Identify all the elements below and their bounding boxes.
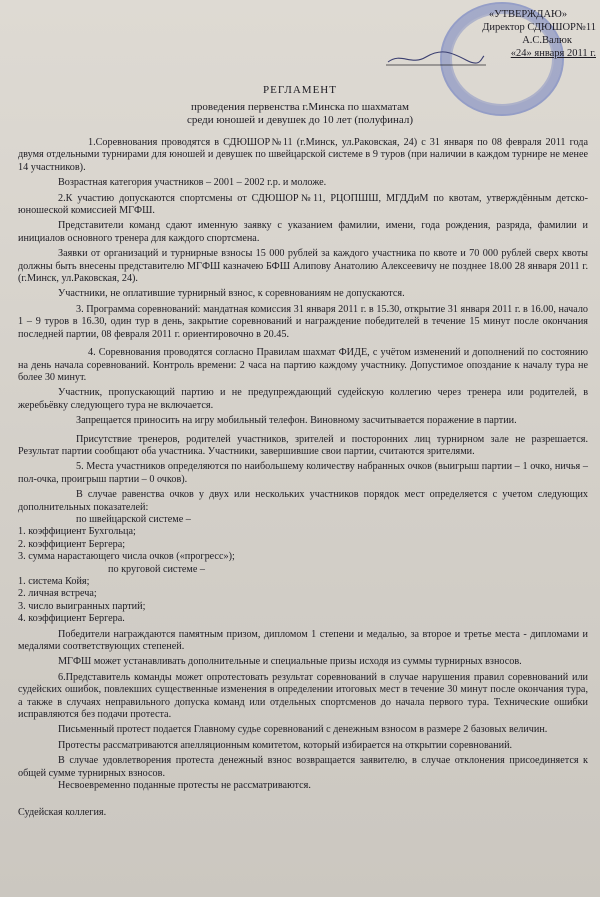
list-heading: по круговой системе –: [108, 563, 206, 575]
paragraph: МГФШ может устанавливать дополнительные и специальные призы исходя из суммы турнирных взносов.: [58, 656, 522, 668]
paragraph: Участники, не оплатившие турнирный взнос, к соревнованиям не допускаются.: [58, 288, 405, 300]
paragraph: Запрещается приносить на игру мобильный телефон. Виновному засчитывается поражение в партии.: [76, 415, 517, 427]
document-subtitle-1: проведения первенства г.Минска по шахматам: [191, 101, 409, 113]
paragraph: Заявки от организаций и турнирные взносы 15 000 рублей за каждого участника по квоте и 70 000 рублей сверх квоты должны быть внесены представителю МГФШ казначею БФШ Алипову Анатолию Алексеевичу не позднее 18.00 28 января 2011 г. (г.Минск, ул.Раковская, 24).: [18, 248, 588, 285]
paragraph: Несвоевременно поданные протесты не рассматриваются.: [58, 780, 311, 792]
signature-line: Судейская коллегия.: [18, 806, 107, 818]
paragraph: 5. Места участников определяются по наибольшему количеству набранных очков (выигрыш партии – 1 очко, ничья – пол-очка, проигрыш партии – 0 очков).: [18, 461, 588, 485]
approval-heading: «УТВЕРЖДАЮ»: [488, 9, 568, 20]
paragraph: Победители награждаются памятным призом, дипломом 1 степени и медалью, за второе и третье места - дипломами и медалями соответствующих степеней.: [18, 628, 588, 653]
paragraph: 6.Представитель команды может опротестовать результат соревнований в случае нарушения правил соревнований или судейских ошибок, повлекших существенные изменения в определении итоговых мест в течение 30 минут после окончания тура, а также в случаях неправильного допуска команд или отдельных спортсменов до начала первого тура. Технические ошибки исправляются без подачи протеста.: [18, 671, 588, 721]
list-heading: по швейцарской системе –: [76, 513, 191, 525]
paragraph: Присутствие тренеров, родителей участников, зрителей и посторонних лиц турнирном зале не разрешается. Результат партии сообщают оба участника. Участники, завершившие свои партии, считаются зрителями.: [18, 433, 588, 457]
list-item: 3. число выигранных партий;: [18, 600, 146, 612]
paragraph: 3. Программа соревнований: мандатная комиссия 31 января 2011 г. в 15.30, открытие 31 января 2011 г. в 16.00, начало 1 – 9 туров в 16.30, один тур в день, закрытие соревнований и награждение победителей в течение 15 минут после окончания последней партии, 08 февраля 2011 г. ориентировочно в 20.45.: [18, 303, 588, 340]
paragraph: 1.Соревнования проводятся в СДЮШОР№11 (г.Минск, ул.Раковская, 24) с 31 января по 08 февраля 2011 года двумя отдельными турнирами для юношей и девушек по швейцарской системе в 9 туров (при наличии в каждом турнире не менее 14 участников).: [18, 137, 588, 173]
document-subtitle-2: среди юношей и девушек до 10 лет (полуфинал): [186, 114, 413, 126]
list-item: 3. сумма нарастающего числа очков («прогресс»);: [18, 551, 235, 563]
document-body: [18, 137, 588, 819]
paragraph: Участник, пропускающий партию и не предупреждающий судейскую коллегию через тренера или родителей, в жеребьёвку следующего тура не включается.: [18, 387, 588, 411]
list-item: 1. система Койя;: [18, 576, 90, 587]
approval-block: [420, 8, 596, 60]
paragraph: В случае удовлетворения протеста денежный взнос возвращается заявителю, в случае отклонения присоединяется к общей сумме турнирных взносов.: [18, 755, 588, 779]
document-title: РЕГЛАМЕНТ: [263, 84, 337, 96]
list-item: 1. коэффициент Бухгольца;: [18, 526, 136, 538]
paragraph: Письменный протест подается Главному судье соревнований с денежным взносом в размере 2 базовых величин.: [58, 724, 548, 736]
list-item: 2. коэффициент Бергера;: [18, 538, 126, 550]
paragraph: 2.К участию допускаются спортсмены от СДЮШОР№11, РЦОПШШ, МГДДиМ по квотам, утверждённым детско-юношеской комиссией МГФШ.: [18, 192, 588, 217]
approval-date: «24» января 2011 г.: [510, 48, 596, 59]
paragraph: Возрастная категория участников – 2001 – 2002 г.р. и моложе.: [58, 177, 327, 189]
paragraph: Представители команд сдают именную заявку с указанием фамилии, имени, года рождения, разряда, фамилии и инициалов основного тренера для каждого спортсмена.: [18, 220, 588, 244]
paragraph: Протесты рассматриваются апелляционным комитетом, который избирается на открытии соревнований.: [58, 739, 513, 751]
paragraph: В случае равенства очков у двух или нескольких участников порядок мест определяется с учетом следующих дополнительных показателей:: [18, 489, 588, 513]
list-item: 2. личная встреча;: [18, 588, 97, 600]
approval-position: Директор СДЮШОР№11: [482, 22, 596, 33]
paragraph: 4. Соревнования проводятся согласно Правилам шахмат ФИДЕ, с учётом изменений и дополнений по состоянию на день начала соревнований. Контроль времени: 2 часа на партию каждому участнику. Допустимое опоздание к началу тура не более 30 минут.: [18, 347, 588, 383]
approval-name: А.С.Валюк: [522, 35, 572, 46]
list-item: 4. коэффициент Бергера.: [18, 613, 125, 625]
